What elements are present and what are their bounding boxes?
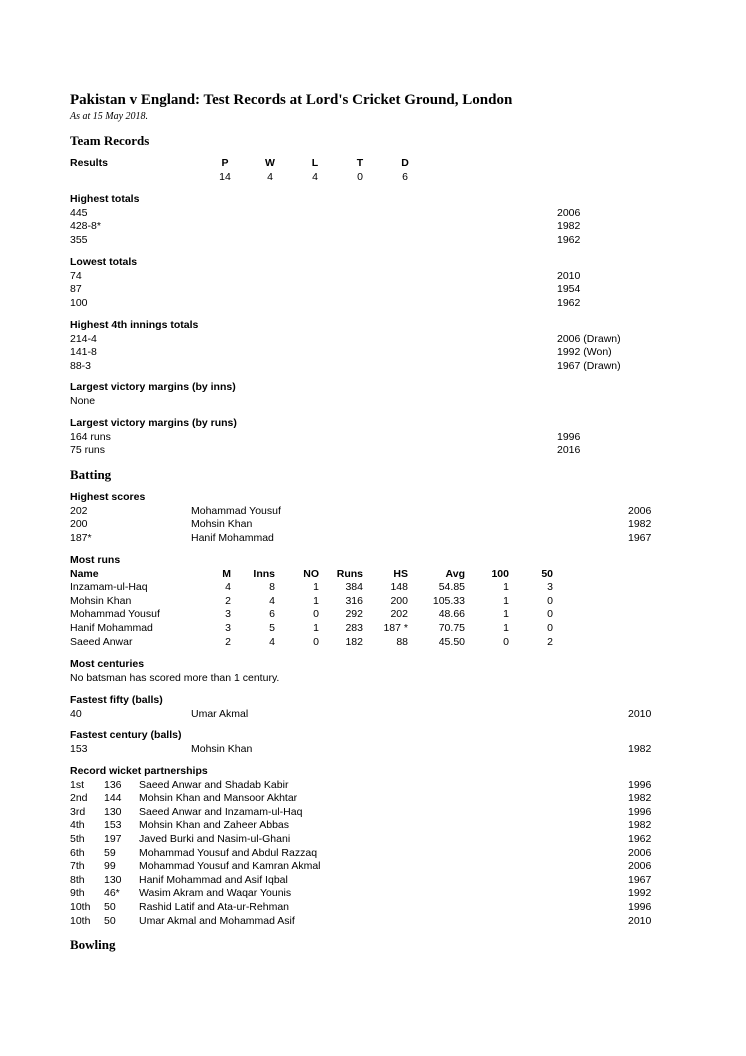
partnership-row	[70, 901, 670, 915]
pair: Rashid Latif and Ata-ur-Rehman	[139, 900, 289, 913]
most-runs-header-row	[70, 568, 670, 582]
most-runs-block	[70, 554, 670, 649]
cell-m: 4	[225, 581, 231, 594]
total-year: 1967 (Drawn)	[557, 359, 621, 372]
cell-avg: 54.85	[438, 581, 465, 594]
total-year: 1982	[557, 220, 581, 233]
section-heading: Most centuries	[70, 658, 145, 670]
batting-heading: Batting	[70, 467, 112, 482]
partnership-row	[70, 806, 670, 820]
cell-100: 1	[503, 581, 509, 594]
cell-50: 3	[547, 581, 553, 594]
runs: 136	[104, 778, 122, 791]
balls-year: 2010	[628, 707, 652, 720]
partnerships-block	[70, 765, 670, 928]
results-header-w: W	[265, 157, 275, 169]
col-no: NO	[303, 567, 319, 580]
col-50: 50	[541, 567, 553, 580]
col-hs: HS	[393, 567, 408, 580]
section-heading: Largest victory margins (by inns)	[70, 381, 236, 393]
runs: 153	[104, 819, 122, 832]
results-block	[70, 157, 670, 184]
cell-50: 0	[547, 621, 553, 634]
cell-runs: 384	[345, 581, 363, 594]
highest-totals-block	[70, 193, 670, 247]
section-heading: Fastest century (balls)	[70, 729, 182, 741]
balls-value: 153	[70, 742, 88, 755]
partnership-row	[70, 860, 670, 874]
highest-scores-block	[70, 491, 670, 545]
score-value: 187*	[70, 531, 92, 544]
cell-hs: 148	[390, 581, 408, 594]
cell-m: 3	[225, 621, 231, 634]
col-avg: Avg	[445, 567, 465, 580]
cell-hs: 88	[396, 635, 408, 648]
total-value: 355	[70, 233, 88, 246]
partnership-row	[70, 792, 670, 806]
pair: Wasim Akram and Waqar Younis	[139, 887, 292, 900]
table-row	[70, 581, 670, 595]
year: 1982	[628, 792, 652, 805]
year: 1992	[628, 887, 652, 900]
results-header-l: L	[311, 157, 319, 169]
partnership-row	[70, 915, 670, 929]
wicket: 8th	[70, 873, 85, 886]
year: 1996	[628, 805, 652, 818]
cell-hs: 200	[390, 594, 408, 607]
section-heading: Highest 4th innings totals	[70, 319, 199, 331]
total-value: 141-8	[70, 346, 97, 359]
balls-player: Umar Akmal	[191, 707, 249, 720]
cell-m: 2	[225, 594, 231, 607]
year: 2006	[628, 860, 652, 873]
total-value: 445	[70, 206, 88, 219]
margin-year: 1996	[557, 430, 581, 443]
wicket: 4th	[70, 819, 85, 832]
score-player: Hanif Mohammad	[191, 531, 274, 544]
cell-hs: 202	[390, 608, 408, 621]
pair: Saeed Anwar and Shadab Kabir	[139, 778, 289, 791]
table-row	[70, 636, 670, 650]
total-value: 214-4	[70, 332, 97, 345]
partnership-row	[70, 874, 670, 888]
balls-year: 1982	[628, 742, 652, 755]
total-value: 88-3	[70, 359, 92, 372]
pair: Mohammad Yousuf and Kamran Akmal	[139, 860, 321, 873]
cell-name: Mohammad Yousuf	[70, 608, 160, 621]
cell-runs: 316	[345, 594, 363, 607]
col-100: 100	[491, 567, 509, 580]
cell-100: 1	[503, 621, 509, 634]
cell-m: 2	[225, 635, 231, 648]
highest-4th-innings-block	[70, 319, 670, 373]
partnership-row	[70, 847, 670, 861]
score-value: 200	[70, 518, 88, 531]
runs: 50	[104, 914, 116, 927]
runs: 197	[104, 832, 122, 845]
score-value: 202	[70, 504, 88, 517]
page-subtitle: As at 15 May 2018.	[70, 111, 149, 122]
results-value-t: 0	[357, 170, 363, 183]
score-player: Mohsin Khan	[191, 518, 253, 531]
pair: Hanif Mohammad and Asif Iqbal	[139, 873, 288, 886]
wicket: 3rd	[70, 805, 86, 818]
cell-inns: 5	[269, 621, 275, 634]
wicket: 6th	[70, 846, 85, 859]
bowling-heading: Bowling	[70, 937, 116, 952]
wicket: 1st	[70, 778, 85, 791]
year: 1962	[628, 832, 652, 845]
most-centuries-block	[70, 658, 670, 685]
year: 2006	[628, 846, 652, 859]
wicket: 2nd	[70, 792, 88, 805]
cell-100: 0	[503, 635, 509, 648]
runs: 46*	[104, 887, 120, 900]
centuries-note: No batsman has scored more than 1 century.	[70, 671, 280, 684]
margin-value: 75 runs	[70, 444, 106, 457]
table-row	[70, 595, 670, 609]
margin-year: 2016	[557, 444, 581, 457]
wicket: 10th	[70, 900, 91, 913]
cell-inns: 4	[269, 635, 275, 648]
wicket: 5th	[70, 832, 85, 845]
margin-value: 164 runs	[70, 430, 111, 443]
score-year: 2006	[628, 504, 652, 517]
cell-m: 3	[225, 608, 231, 621]
cell-inns: 6	[269, 608, 275, 621]
col-runs: Runs	[336, 567, 363, 580]
total-year: 1992 (Won)	[557, 346, 612, 359]
cell-100: 1	[503, 608, 509, 621]
total-year: 2010	[557, 269, 581, 282]
results-value-w: 4	[267, 170, 273, 183]
page-title: Pakistan v England: Test Records at Lord's Cricket Ground, London	[70, 92, 513, 108]
fastest-century-block	[70, 729, 670, 756]
cell-name: Inzamam-ul-Haq	[70, 581, 148, 594]
pair: Mohsin Khan and Mansoor Akhtar	[139, 792, 298, 805]
year: 2010	[628, 914, 652, 927]
lowest-totals-block	[70, 256, 670, 310]
cell-hs: 187 *	[383, 621, 408, 634]
col-m: M	[222, 567, 231, 580]
runs: 130	[104, 873, 122, 886]
balls-player: Mohsin Khan	[191, 742, 253, 755]
wicket: 10th	[70, 914, 91, 927]
pair: Mohsin Khan and Zaheer Abbas	[139, 819, 290, 832]
total-year: 1962	[557, 296, 581, 309]
margin-value: None	[70, 394, 96, 407]
table-row	[70, 608, 670, 622]
wicket: 9th	[70, 887, 85, 900]
cell-no: 0	[313, 635, 319, 648]
year: 1982	[628, 819, 652, 832]
cell-runs: 292	[345, 608, 363, 621]
section-heading: Most runs	[70, 554, 121, 566]
victory-margins-inns-block	[70, 381, 670, 408]
col-inns: Inns	[253, 567, 275, 580]
section-heading: Fastest fifty (balls)	[70, 694, 163, 706]
fastest-fifty-block	[70, 694, 670, 721]
total-value: 87	[70, 283, 82, 296]
total-year: 2006 (Drawn)	[557, 332, 621, 345]
table-row	[70, 622, 670, 636]
cell-no: 1	[313, 594, 319, 607]
cell-50: 0	[547, 608, 553, 621]
pair: Umar Akmal and Mohammad Asif	[139, 914, 295, 927]
cell-runs: 182	[345, 635, 363, 648]
score-year: 1982	[628, 518, 652, 531]
cell-avg: 45.50	[438, 635, 465, 648]
total-value: 428-8*	[70, 220, 101, 233]
year: 1996	[628, 778, 652, 791]
cell-no: 0	[313, 608, 319, 621]
score-year: 1967	[628, 531, 652, 544]
team-records-heading: Team Records	[70, 133, 150, 148]
runs: 99	[104, 860, 116, 873]
col-name: Name	[70, 567, 99, 580]
results-value-d: 6	[402, 170, 408, 183]
results-label: Results	[70, 157, 108, 169]
wicket: 7th	[70, 860, 85, 873]
runs: 144	[104, 792, 122, 805]
total-year: 1954	[557, 283, 581, 296]
victory-margins-runs-block	[70, 417, 670, 458]
results-value-l: 4	[312, 170, 318, 183]
year: 1996	[628, 900, 652, 913]
pair: Javed Burki and Nasim-ul-Ghani	[139, 832, 291, 845]
section-heading: Highest totals	[70, 193, 140, 205]
partnership-row	[70, 887, 670, 901]
year: 1967	[628, 873, 652, 886]
total-year: 2006	[557, 206, 581, 219]
results-header-d: D	[401, 157, 409, 169]
section-heading: Record wicket partnerships	[70, 765, 208, 777]
results-header-t: T	[356, 157, 364, 169]
runs: 59	[104, 846, 116, 859]
section-heading: Largest victory margins (by runs)	[70, 417, 237, 429]
cell-50: 0	[547, 594, 553, 607]
pair: Saeed Anwar and Inzamam-ul-Haq	[139, 805, 303, 818]
score-player: Mohammad Yousuf	[191, 504, 281, 517]
cell-inns: 4	[269, 594, 275, 607]
cell-avg: 48.66	[438, 608, 465, 621]
section-heading: Lowest totals	[70, 256, 138, 268]
results-value-p: 14	[219, 170, 231, 183]
cell-runs: 283	[345, 621, 363, 634]
cell-avg: 70.75	[438, 621, 465, 634]
results-header-p: P	[221, 157, 229, 169]
pair: Mohammad Yousuf and Abdul Razzaq	[139, 846, 318, 859]
cell-inns: 8	[269, 581, 275, 594]
cell-no: 1	[313, 581, 319, 594]
section-heading: Highest scores	[70, 491, 146, 503]
balls-value: 40	[70, 707, 82, 720]
partnership-row	[70, 819, 670, 833]
runs: 130	[104, 805, 122, 818]
partnership-row	[70, 779, 670, 793]
partnership-row	[70, 833, 670, 847]
cell-no: 1	[313, 621, 319, 634]
cell-name: Hanif Mohammad	[70, 621, 153, 634]
cell-name: Saeed Anwar	[70, 635, 133, 648]
cell-name: Mohsin Khan	[70, 594, 132, 607]
cell-50: 2	[547, 635, 553, 648]
cell-avg: 105.33	[432, 594, 465, 607]
total-value: 74	[70, 269, 82, 282]
cell-100: 1	[503, 594, 509, 607]
runs: 50	[104, 900, 116, 913]
total-year: 1962	[557, 233, 581, 246]
total-value: 100	[70, 296, 88, 309]
